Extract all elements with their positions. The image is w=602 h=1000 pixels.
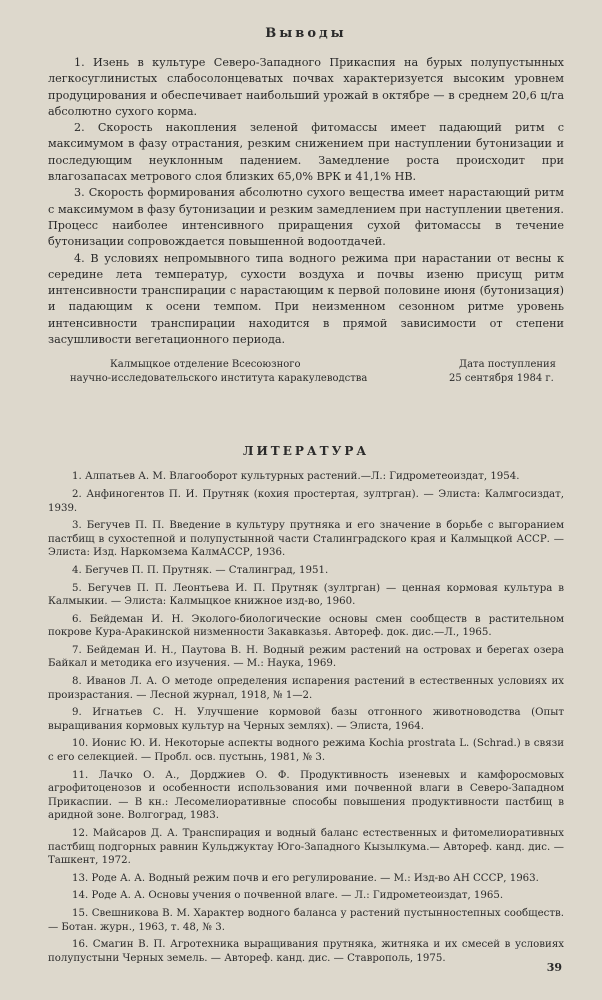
conclusions — [48, 55, 564, 348]
conclusion-paragraph: 3. Скорость формирования абсолютно сухого вещества имеет нарастающий ритм с максимумом в фазу бутонизации и резким замедлением при наступлении цветения. Процесс наиболее интенсивного приращения сухой фитомассы в течение бутонизации сопровождается повышенной водоотдачей. — [48, 186, 564, 249]
conclusion-paragraph: 2. Скорость накопления зеленой фитомассы имеет падающий ритм с максимумом в фазу отрастания, резким снижением при наступлении бутонизации и последующим неуклонным падением. Замедление роста происходит при влагозапасах метрового слоя близких 65,0% ВРК и 41,1% НВ. — [48, 121, 564, 184]
reference-item: 5. Бегучев П. П. Леонтьева И. П. Прутняк (зултрган) — ценная кормовая культура в Калмыкии. — Элиста: Калмыцкое книжное изд-во, 1960. — [48, 582, 564, 608]
date-label: Дата поступления — [458, 359, 556, 371]
page-number: 39 — [546, 961, 562, 974]
reference-item: 1. Алпатьев А. М. Влагооборот культурных растений.—Л.: Гидрометеоиздат, 1954. — [72, 471, 520, 483]
reference-item: 6. Бейдеман И. Н. Эколого-биологические основы смен сообществ в растительном покрове Кура-Аракинской низменности Закавказья. Автореф. док. дис.—Л., 1965. — [48, 613, 564, 639]
date-value: 25 сентября 1984 г. — [448, 373, 554, 385]
reference-item: 8. Иванов Л. А. О методе определения испарения растений в естественных условиях их произрастания. — Лесной журнал, 1918, № 1—2. — [48, 676, 564, 701]
reference-item: 7. Бейдеман И. Н., Паутова В. Н. Водный режим растений на островах и берегах озера Байкал и методика его изучения. — М.: Наука, 1969. — [48, 644, 564, 670]
reference-item: 10. Ионис Ю. И. Некоторые аспекты водного режима Kochia prostrata L. (Schrad.) в связи с его селекцией. — Пробл. осв. пустынь, 1981, № 3. — [48, 738, 564, 764]
literature-title: ЛИТЕРАТУРА — [242, 444, 370, 459]
reference-list — [48, 470, 564, 965]
reference-item: 13. Роде А. А. Водный режим почв и его регулирование. — М.: Изд-во АН СССР, 1963. — [72, 872, 539, 884]
reference-item: 4. Бегучев П. П. Прутняк. — Сталинград, 1951. — [72, 564, 329, 576]
reference-item: 14. Роде А. А. Основы учения о почвенной влаге. — Л.: Гидрометеоиздат, 1965. — [72, 890, 504, 902]
affiliation-block — [48, 358, 564, 386]
reference-item: 11. Лачко О. А., Дорджиев О. Ф. Продуктивность изеневых и камфоросмовых агрофитоценозов и особенности использования ими почвенной влаги в Северо-Западном Прикаспии. — В кн.: Лесомелиоративные способы повышения продуктивности пастбищ в аридной зоне. Волгоград, 1983. — [48, 769, 564, 822]
section-title: Выводы — [265, 26, 347, 41]
institution — [48, 358, 367, 386]
reference-item: 3. Бегучев П. П. Введение в культуру прутняка и его значение в борьбе с выгоранием пастбищ в сухостепной и полупустынной части Сталинградского края и Калмыцкой АССР. — Элиста: Изд. Наркомзема КалмАССР, 1936. — [48, 520, 564, 559]
conclusion-paragraph: 4. В условиях непромывного типа водного режима при нарастании от весны к середине лета температур, сухости воздуха и почвы изеню присущ ритм интенсивности транспирации с нарастающим к первой половине июня (бутонизация) и падающим к осени темпом. При неизменном сезонном ритме уровень интенсивности транспирации находится в прямой зависимости от степени засушливости вегетационного периода. — [48, 251, 564, 347]
reference-item: 15. Свешникова В. М. Характер водного баланса у растений пустынностепных сообществ. — Ботан. журн., 1963, т. 48, № 3. — [48, 907, 564, 933]
reference-item: 2. Анфиногентов П. И. Прутняк (кохия простертая, зултрган). — Элиста: Калмгосиздат, 1939. — [48, 488, 564, 514]
reference-item: 12. Майсаров Д. А. Транспирация и водный баланс естественных и фитомелиоративных пастбищ подгорных равнин Кульджуктау Юго-Западного Кызылкума.— Автореф. канд. дис. — Ташкент, 1972. — [48, 828, 564, 867]
institution-line: научно-исследовательского института каракулеводства — [70, 373, 368, 385]
received-date — [449, 358, 564, 386]
reference-item: 16. Смагин В. П. Агротехника выращивания прутняка, житняка и их смесей в условиях полупустыни Черных земель. — Автореф. канд. дис. — Ставрополь, 1975. — [48, 939, 564, 964]
conclusion-paragraph: 1. Изень в культуре Северо-Западного Прикаспия на бурых полупустынных легкосуглинистых слабосолонцеватых почвах характеризуется высоким уровнем продуцирования и обеспечивает наибольший урожай в октябре — в среднем 20,6 ц/га абсолютно сухого корма. — [48, 56, 564, 118]
reference-item: 9. Игнатьев С. Н. Улучшение кормовой базы отгонного животноводства (Опыт выращивания кормовых культур на Черных землях). — Элиста, 1964. — [48, 707, 564, 732]
institution-line: Калмыцкое отделение Всесоюзного — [110, 359, 301, 371]
